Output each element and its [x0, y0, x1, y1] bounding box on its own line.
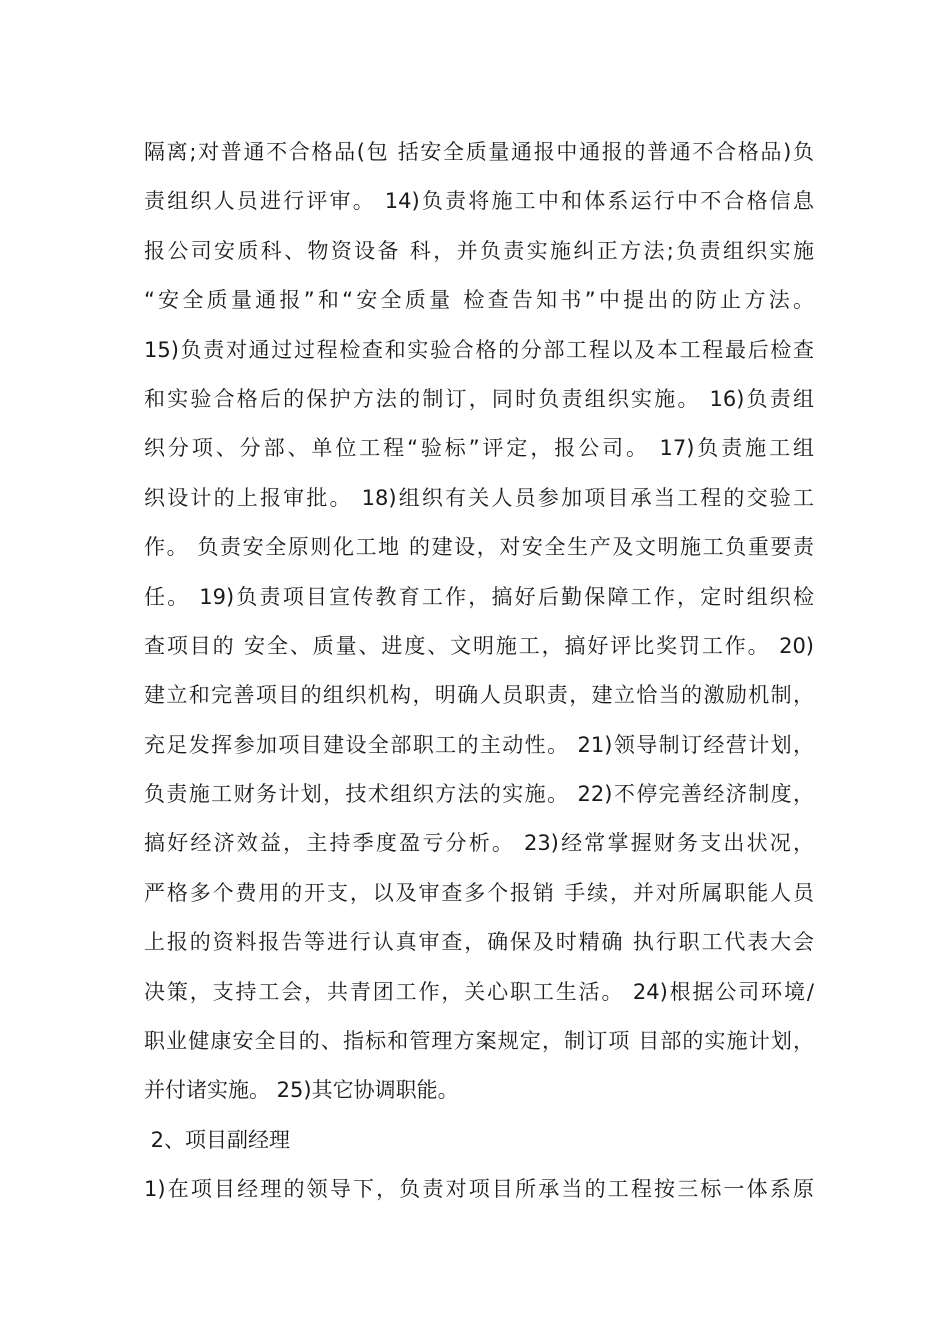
text-line: 责组织人员进行评审。 14)负责将施工中和体系运行中不合格信息 [144, 189, 814, 214]
text-line: “安全质量通报”和“安全质量 检查告知书”中提出的防止方法。 [144, 288, 814, 313]
text-line: 和实验合格后的保护方法的制订，同时负责组织实施。 16)负责组 [144, 386, 814, 411]
text-line: 隔离;对普通不合格品(包 括安全质量通报中通报的普通不合格品)负 [144, 140, 814, 164]
text-line: 报公司安质科、物资设备 科，并负责实施纠正方法;负责组织实施 [144, 238, 814, 263]
text-line: 严格多个费用的开支，以及审查多个报销 手续，并对所属职能人员 [144, 880, 814, 905]
section-heading: 2、项目副经理 [144, 1127, 291, 1152]
text-line: 查项目的 安全、质量、进度、文明施工，搞好评比奖罚工作。 20) [144, 633, 814, 658]
text-line: 上报的资料报告等进行认真审查，确保及时精确 执行职工代表大会 [144, 930, 814, 955]
text-line: 建立和完善项目的组织机构，明确人员职责，建立恰当的激励机制， [144, 683, 814, 708]
text-line: 作。 负责安全原则化工地 的建设，对安全生产及文明施工负重要责 [144, 535, 814, 560]
body-text [144, 128, 814, 1215]
text-line: 1)在项目经理的领导下，负责对项目所承当的工程按三标一体系原 [144, 1177, 814, 1202]
text-line: 搞好经济效益，主持季度盈亏分析。 23)经常掌握财务支出状况， [144, 831, 814, 856]
text-line: 织分项、分部、单位工程“验标”评定，报公司。 17)负责施工组 [144, 436, 814, 461]
text-line: 并付诸实施。 25)其它协调职能。 [144, 1078, 459, 1103]
text-line: 充足发挥参加项目建设全部职工的主动性。 21)领导制订经营计划， [144, 732, 814, 757]
text-line: 决策，支持工会，共青团工作，关心职工生活。 24)根据公司环境/ [144, 979, 814, 1004]
text-line: 织设计的上报审批。 18)组织有关人员参加项目承当工程的交验工 [144, 485, 814, 510]
text-line: 15)负责对通过过程检查和实验合格的分部工程以及本工程最后检查 [144, 337, 814, 362]
text-line: 任。 19)负责项目宣传教育工作，搞好后勤保障工作，定时组织检 [144, 584, 814, 609]
text-line: 职业健康安全目的、指标和管理方案规定，制订项 目部的实施计划， [144, 1029, 814, 1054]
text-line: 负责施工财务计划，技术组织方法的实施。 22)不停完善经济制度， [144, 782, 814, 807]
